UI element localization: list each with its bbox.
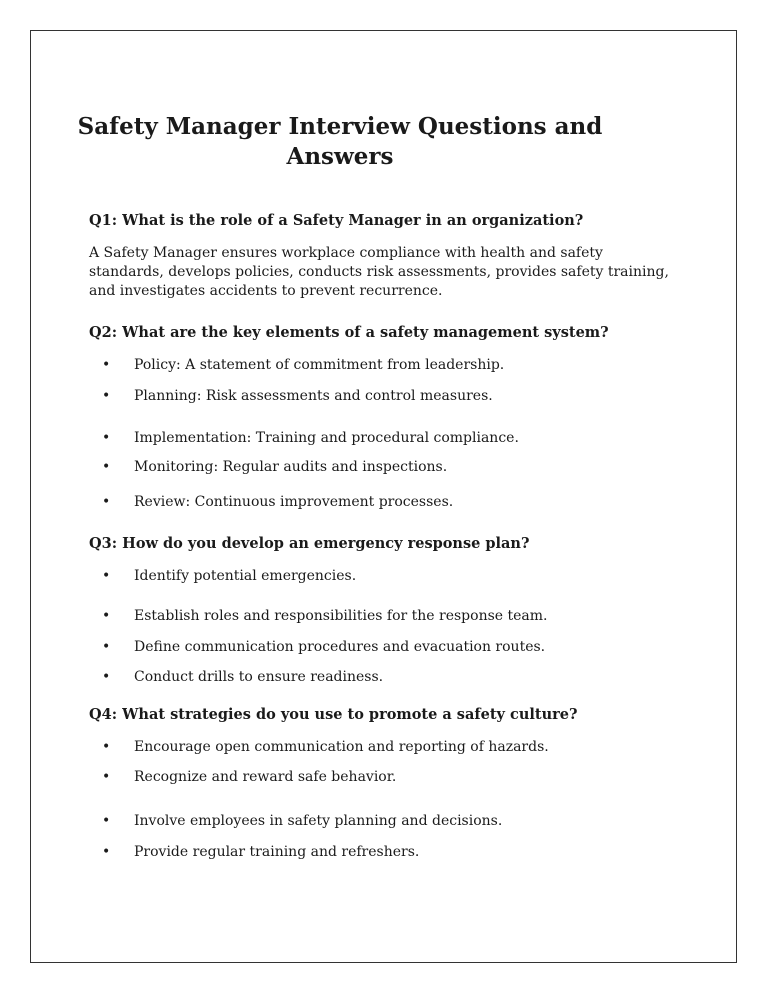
bullet-icon: • <box>102 639 111 655</box>
answer-q1 <box>89 244 679 301</box>
question-heading: Q4: What strategies do you use to promote a safety culture? <box>89 706 578 723</box>
section-q4 <box>89 705 679 725</box>
bullet-icon: • <box>102 430 111 446</box>
section-q3 <box>89 534 679 554</box>
question-heading: Q2: What are the key elements of a safety management system? <box>89 324 609 341</box>
document-title: Safety Manager Interview Questions and Answers <box>77 113 603 170</box>
answer-paragraph: A Safety Manager ensures workplace compliance with health and safety standards, develops policies, conducts risk assessments, provides safety training, and investigates accidents to prevent recurrence. <box>89 245 669 299</box>
bullet-icon: • <box>102 568 111 584</box>
bullet-icon: • <box>102 813 111 829</box>
bullet-icon: • <box>102 494 111 510</box>
list-item-text: Define communication procedures and evacuation routes. <box>134 639 546 655</box>
list-item-text: Planning: Risk assessments and control measures. <box>134 388 493 404</box>
bullet-icon: • <box>102 844 111 860</box>
list-item-text: Policy: A statement of commitment from leadership. <box>134 357 505 373</box>
section-q1 <box>89 211 679 231</box>
question-heading: Q3: How do you develop an emergency response plan? <box>89 535 530 552</box>
list-item-text: Encourage open communication and reporting of hazards. <box>134 739 549 755</box>
list-item-text: Monitoring: Regular audits and inspections. <box>134 459 448 475</box>
bullet-icon: • <box>102 388 111 404</box>
bullet-icon: • <box>102 669 111 685</box>
section-q2 <box>89 323 679 343</box>
list-item-text: Recognize and reward safe behavior. <box>134 769 397 785</box>
question-heading: Q1: What is the role of a Safety Manager in an organization? <box>89 212 584 229</box>
bullet-icon: • <box>102 357 111 373</box>
bullet-icon: • <box>102 459 111 475</box>
list-item-text: Identify potential emergencies. <box>134 568 357 584</box>
list-item-text: Conduct drills to ensure readiness. <box>134 669 384 685</box>
list-item-text: Implementation: Training and procedural compliance. <box>134 430 519 446</box>
bullet-icon: • <box>102 739 111 755</box>
bullet-icon: • <box>102 608 111 624</box>
list-item-text: Provide regular training and refreshers. <box>134 844 420 860</box>
list-item-text: Review: Continuous improvement processes. <box>134 494 454 510</box>
list-item-text: Establish roles and responsibilities for the response team. <box>134 608 548 624</box>
bullet-icon: • <box>102 769 111 785</box>
list-item-text: Involve employees in safety planning and decisions. <box>134 813 503 829</box>
